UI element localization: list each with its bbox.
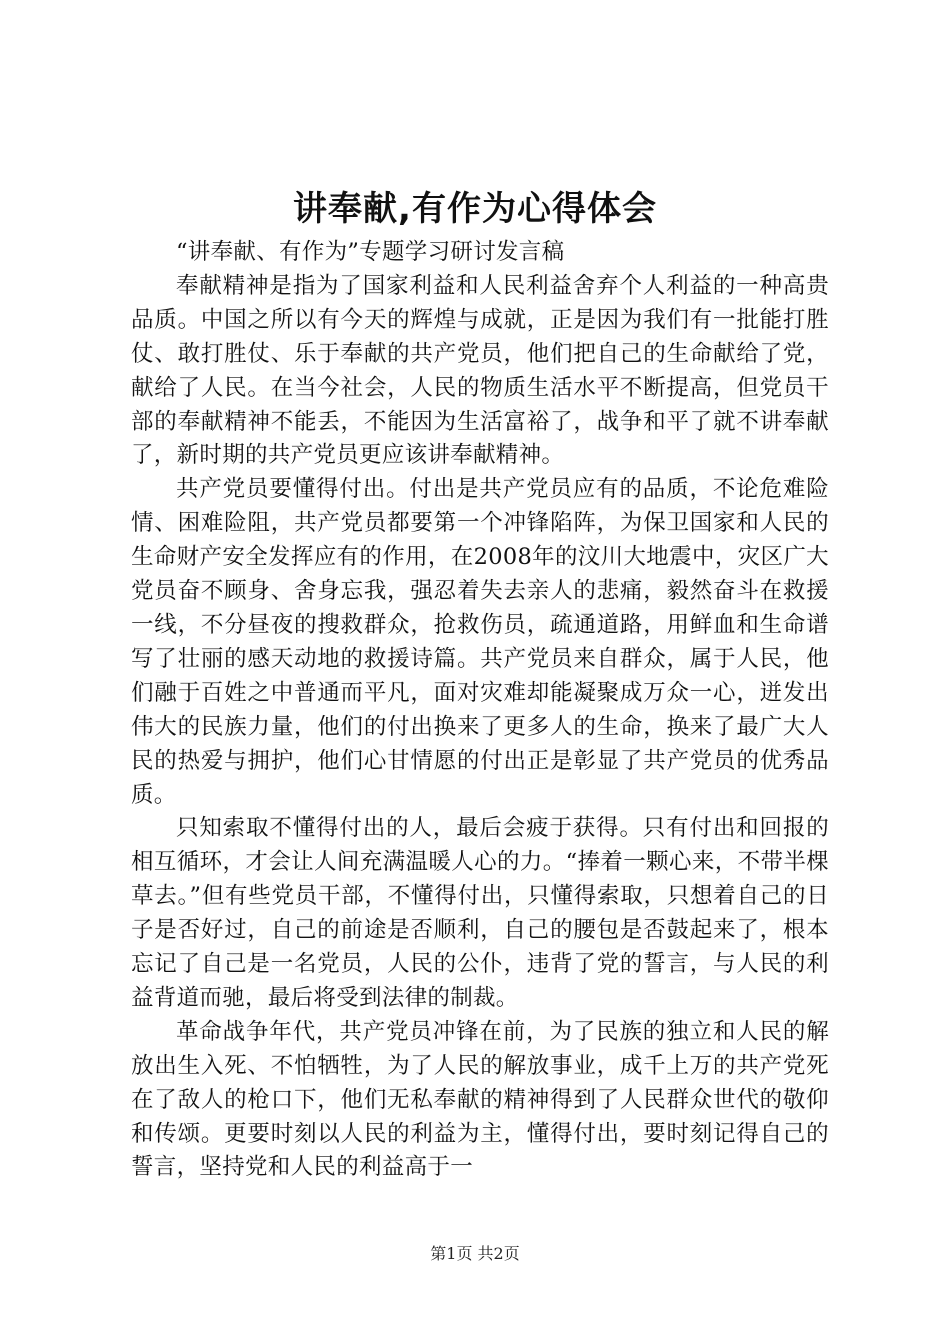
paragraph: 革命战争年代，共产党员冲锋在前，为了民族的独立和人民的解放出生入死、不怕牺牲，为了人民的解放事业，成千上万的共产党死在了敌人的枪口下，他们无私奉献的精神得到了人民群众世代的敬仰和传颂。更要时刻以人民的利益为主，懂得付出，要时刻记得自己的誓言，坚持党和人民的利益高于一 [131, 1018, 829, 1181]
page-footer: 第1页 共2页 [430, 1244, 520, 1263]
paragraph: 奉献精神是指为了国家利益和人民利益舍弃个人利益的一种高贵品质。中国之所以有今天的辉煌与成就，正是因为我们有一批能打胜仗、敢打胜仗、乐于奉献的共产党员，他们把自己的生命献给了党，献给了人民。在当今社会，人民的物质生活水平不断提高，但党员干部的奉献精神不能丢，不能因为生活富裕了，战争和平了就不讲奉献了，新时期的共产党员更应该讲奉献精神。 [131, 272, 829, 469]
document-body [131, 236, 829, 1185]
document-title: 讲奉献,有作为心得体会 [293, 189, 657, 229]
document-subtitle: “讲奉献、有作为”专题学习研讨发言稿 [176, 239, 565, 265]
paragraph: 只知索取不懂得付出的人，最后会疲于获得。只有付出和回报的相互循环，才会让人间充满温暖人心的力。“捧着一颗心来，不带半棵草去。”但有些党员干部，不懂得付出，只懂得索取，只想着自己的日子是否好过，自己的前途是否顺利，自己的腰包是否鼓起来了，根本忘记了自己是一名党员，人民的公仆，违背了党的誓言，与人民的利益背道而驰，最后将受到法律的制裁。 [131, 815, 829, 1011]
paragraph: 共产党员要懂得付出。付出是共产党员应有的品质，不论危难险情、困难险阻，共产党员都要第一个冲锋陷阵，为保卫国家和人民的生命财产安全发挥应有的作用，在2008年的汶川大地震中，灾区广大党员奋不顾身、舍身忘我，强忍着失去亲人的悲痛，毅然奋斗在救援一线，不分昼夜的搜救群众，抢救伤员，疏通道路，用鲜血和生命谱写了壮丽的感天动地的救援诗篇。共产党员来自群众，属于人民，他们融于百姓之中普通而平凡，面对灾难却能凝聚成万众一心，迸发出伟大的民族力量，他们的付出换来了更多人的生命，换来了最广大人民的热爱与拥护，他们心甘情愿的付出正是彰显了共产党员的优秀品质。 [131, 476, 829, 808]
